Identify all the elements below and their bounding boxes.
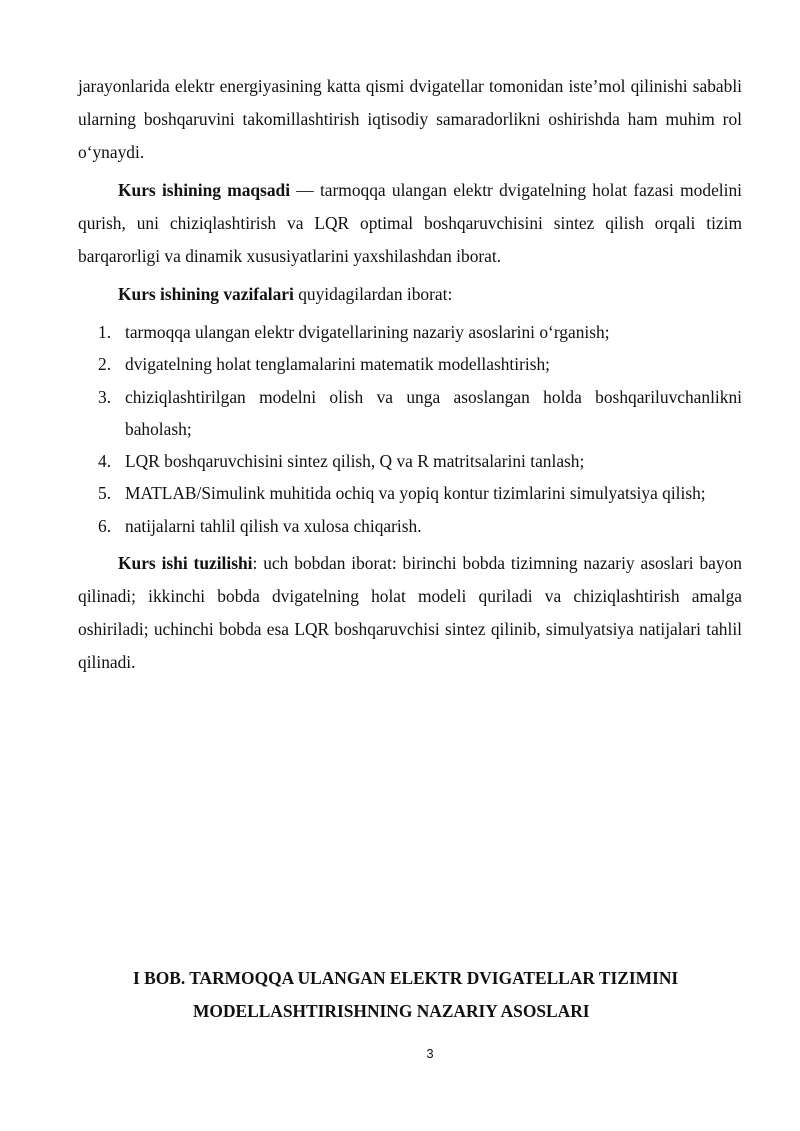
task-text: LQR boshqaruvchisini sintez qilish, Q va R matritsalarini tanlash;	[125, 451, 585, 472]
task-number: 5.	[98, 483, 112, 504]
task-text: MATLAB/Simulink muhitida ochiq va yopiq kontur tizimlarini simulyatsiya qilish;	[125, 483, 706, 504]
task-item	[78, 316, 742, 348]
task-item	[78, 445, 742, 477]
task-number: 3.	[98, 386, 112, 407]
tasks-label: Kurs ishining vazifalari	[118, 284, 294, 304]
task-text: chiziqlashtirilgan modelni olish va unga asoslangan holda boshqariluvchanlikni baholash;	[125, 386, 742, 439]
task-number: 4.	[98, 451, 112, 472]
goal-text: — tarmoqqa ulangan elektr dvigatelning holat fazasi modelini qurish, uni chiziqlashtirish va LQR optimal boshqaruvchisini sintez qilish orqali tizim barqarorligi va dinamik xususiyatlarini yaxshilashdan iborat.	[78, 180, 742, 266]
task-item	[78, 348, 742, 380]
intro-paragraph: jarayonlarida elektr energiyasining katta qismi dvigatellar tomonidan iste’mol qilinishi sababli ularning boshqaruvini takomillashtirish iqtisodiy samaradorlikni oshirishda ham muhim rol o‘ynaydi.	[78, 76, 742, 162]
chapter-heading	[78, 962, 742, 1028]
task-list	[78, 316, 742, 542]
task-item	[78, 510, 742, 542]
document-body	[78, 70, 742, 684]
task-text: dvigatelning holat tenglamalarini matematik modellashtirish;	[125, 354, 551, 375]
task-item	[78, 477, 742, 509]
chapter-heading-line-1: I BOB. TARMOQQA ULANGAN ELEKTR DVIGATELLAR TIZIMINI	[133, 968, 679, 988]
task-text: tarmoqqa ulangan elektr dvigatellarining nazariy asoslarini o‘rganish;	[125, 322, 610, 342]
page-number: 3	[426, 1046, 434, 1061]
task-item	[78, 381, 742, 446]
goal-paragraph	[78, 174, 742, 273]
task-number: 1.	[98, 322, 112, 342]
tasks-intro-paragraph	[78, 278, 742, 311]
task-text: natijalarni tahlil qilish va xulosa chiqarish.	[125, 515, 422, 536]
structure-label: Kurs ishi tuzilishi	[118, 553, 253, 574]
structure-text: : uch bobdan iborat: birinchi bobda tizimning nazariy asoslari bayon qilinadi; ikkinchi bobda dvigatelning holat modeli quriladi va chiziqlashtirish amalga oshiriladi; uchinchi bobda esa LQR boshqaruvchisi sintez qilinib, simulyatsiya natijalari tahlil qilinadi.	[78, 553, 742, 673]
tasks-text: quyidagilardan iborat:	[293, 284, 453, 304]
structure-paragraph	[78, 547, 742, 679]
task-number: 2.	[98, 354, 112, 375]
chapter-heading-line-2: MODELLASHTIRISHNING NAZARIY ASOSLARI	[193, 1001, 590, 1021]
goal-label: Kurs ishining maqsadi	[118, 180, 291, 200]
task-number: 6.	[98, 515, 112, 536]
